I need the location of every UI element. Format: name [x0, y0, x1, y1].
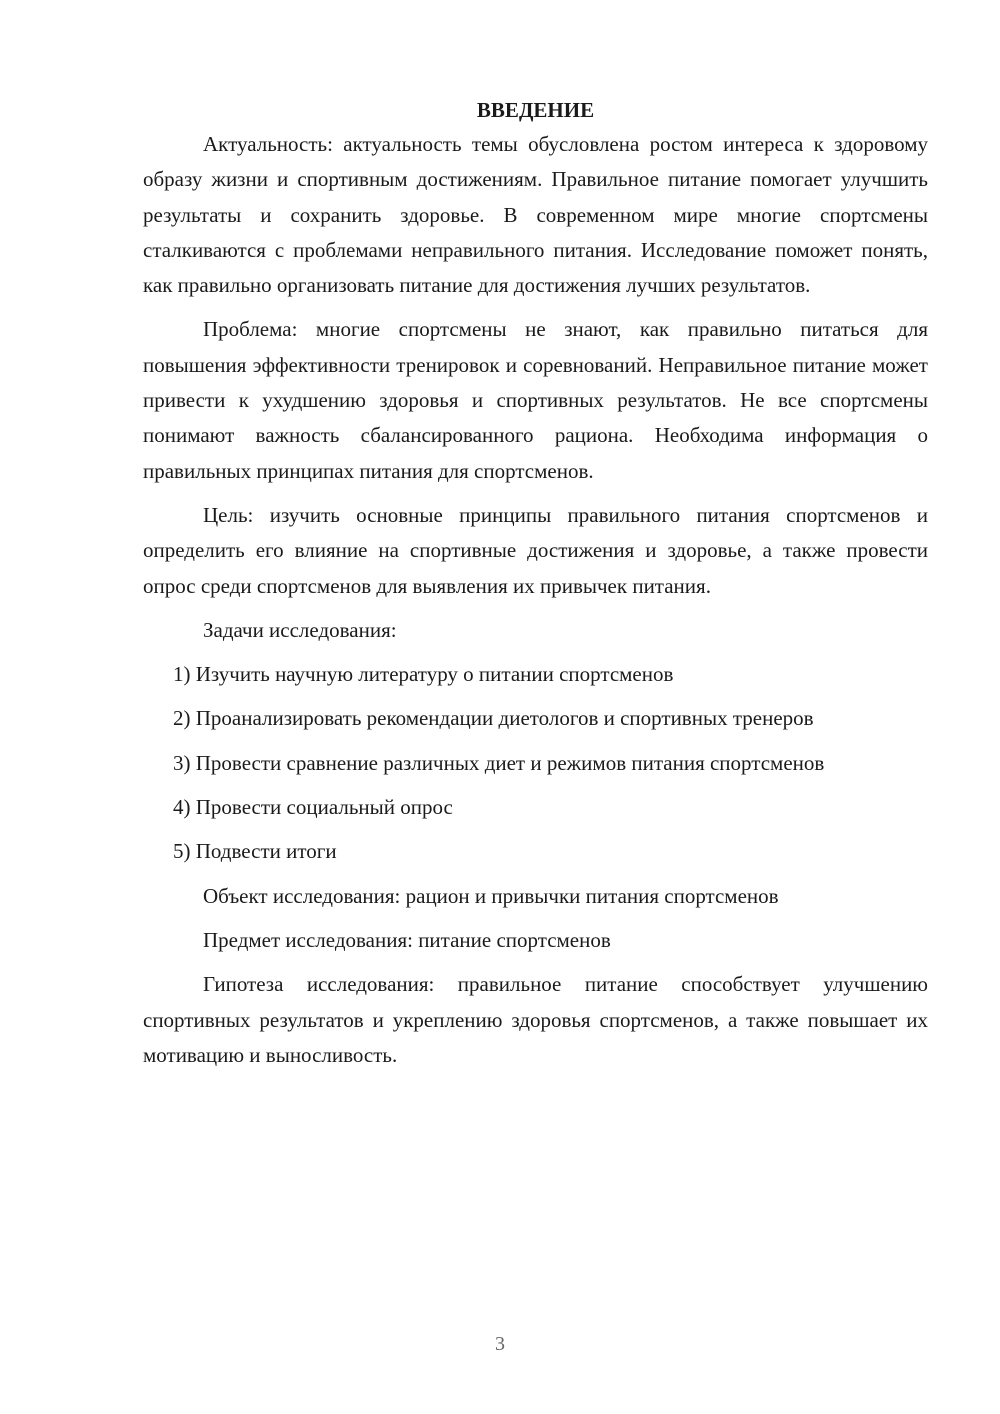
document-page — [143, 95, 928, 1082]
page-number: 3 — [495, 1333, 505, 1355]
tasks-heading: Задачи исследования: — [203, 617, 397, 642]
task-item-3: 3) Провести сравнение различных диет и режимов питания спортсменов — [173, 750, 825, 775]
section-title: ВВЕДЕНИЕ — [476, 98, 595, 122]
task-item-1: 1) Изучить научную литературу о питании спортсменов — [173, 662, 674, 687]
relevance-paragraph: Актуальность: актуальность темы обусловлена ростом интереса к здоровому образу жизни и спортивным достижениям. Правильное питание помогает улучшить результаты и сохранить здоровье. В современном мире многие спортсмены сталкиваются с проблемами неправильного питания. Исследование поможет понять, как правильно организовать питание для достижения лучших результатов. — [143, 132, 928, 298]
task-item-4: 4) Провести социальный опрос — [173, 795, 453, 820]
task-item-2: 2) Проанализировать рекомендации диетологов и спортивных тренеров — [173, 706, 814, 731]
problem-paragraph: Проблема: многие спортсмены не знают, как правильно питаться для повышения эффективности тренировок и соревнований. Неправильное питание может привести к ухудшению здоровья и спортивных результатов. Не все спортсмены понимают важность сбалансированного рациона. Необходима информация о правильных принципах питания для спортсменов. — [143, 317, 928, 483]
task-item-5: 5) Подвести итоги — [173, 839, 337, 864]
research-subject: Предмет исследования: питание спортсменов — [203, 927, 611, 952]
research-hypothesis: Гипотеза исследования: правильное питание способствует улучшению спортивных результатов и укреплению здоровья спортсменов, а также повышает их мотивацию и выносливость. — [143, 972, 928, 1067]
goal-paragraph: Цель: изучить основные принципы правильного питания спортсменов и определить его влияние на спортивные достижения и здоровье, а также провести опрос среди спортсменов для выявления их привычек питания. — [143, 502, 928, 598]
research-object: Объект исследования: рацион и привычки питания спортсменов — [203, 883, 779, 908]
